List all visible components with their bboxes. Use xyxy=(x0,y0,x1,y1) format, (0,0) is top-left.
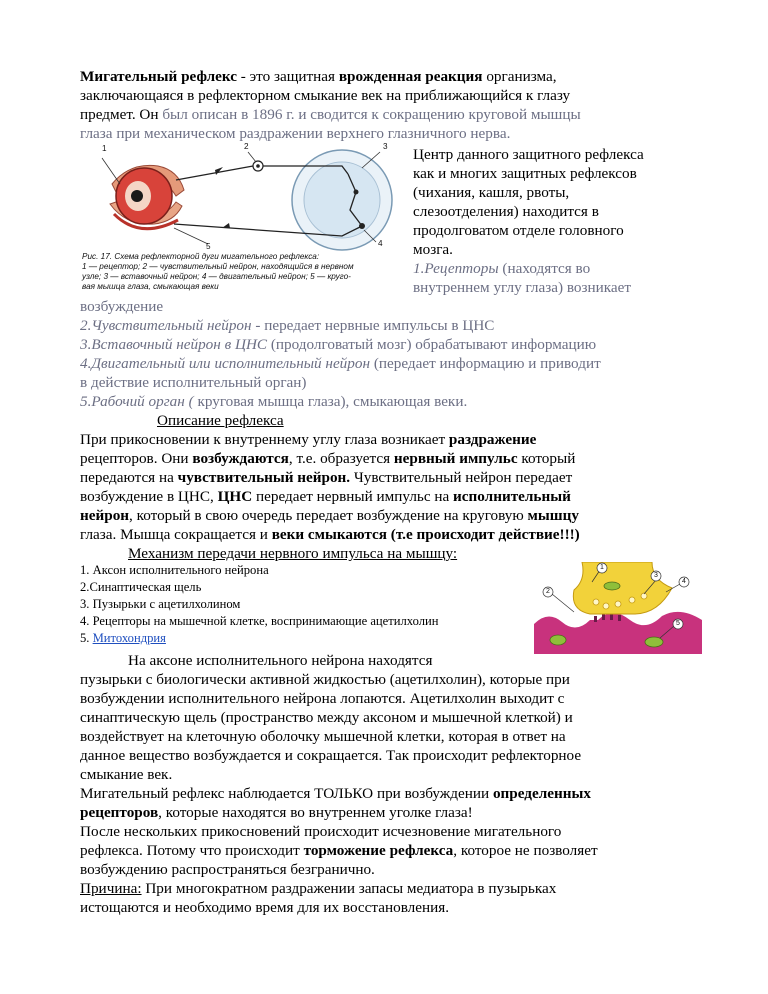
fig1-caption-line-1: Рис. 17. Схема рефлекторной дуги мигательного рефлекса: xyxy=(82,252,320,261)
mechanism-heading: Механизм передачи нервного импульса на мышцу: xyxy=(128,545,458,562)
text-span: 5. xyxy=(80,631,93,645)
text-span: возбуждение в ЦНС, xyxy=(80,488,218,505)
text-span: глаза. Мышца сокращается и xyxy=(80,526,272,543)
observed-line-2 xyxy=(80,803,473,822)
description-line-6 xyxy=(80,525,580,544)
synapse-figure xyxy=(534,562,702,654)
syn-leader-2 xyxy=(552,594,574,612)
text-span: веки смыкаются (т.е происходит действие!!!) xyxy=(271,526,580,543)
intro-line-4: глаза при механическом раздражении верхнего глазничного нерва. xyxy=(80,125,511,142)
text-span: мышцу xyxy=(527,507,579,524)
receptor-a xyxy=(594,616,597,622)
syn-label-4: 4 xyxy=(682,578,686,585)
inhibition-line-2 xyxy=(80,841,598,860)
axon-line-1: На аксоне исполнительного нейрона находятся xyxy=(128,652,433,669)
reason-label: Причина: xyxy=(80,880,142,897)
inhibition-line-3: возбуждению распространяться безгранично. xyxy=(80,861,375,878)
axon-line-4: синаптическую щель (пространство между аксоном и мышечной клеткой) и xyxy=(80,709,573,726)
syn-label-1: 1 xyxy=(600,564,604,571)
center-line-2: как и многих защитных рефлексов xyxy=(413,165,637,182)
term-innate-reaction: врожденная реакция xyxy=(338,68,483,85)
syn-label-2: 2 xyxy=(546,588,550,595)
brain-inner xyxy=(304,162,380,238)
list-item-2 xyxy=(80,316,494,335)
mechanism-item-3: 3. Пузырьки с ацетилхолином xyxy=(80,597,241,611)
reflex-arc-figure xyxy=(80,144,402,294)
syn-label-5: 5 xyxy=(676,620,680,627)
fig1-label-1: 1 xyxy=(102,144,107,153)
synapse-diagram xyxy=(534,562,702,654)
description-line-2 xyxy=(80,449,575,468)
fig1-label-4: 4 xyxy=(378,239,383,248)
axon-line-7: смыкание век. xyxy=(80,766,173,783)
text-span: круговая мышца глаза), смыкающая веки. xyxy=(193,393,468,410)
text-span: нервный импульс xyxy=(393,450,518,467)
center-line-7 xyxy=(413,259,590,278)
fig1-caption-line-2: 1 — рецептор; 2 — чувствительный нейрон, находящийся в нервном xyxy=(82,262,354,271)
axon-line-3: возбуждении исполнительного нейрона лопаются. Ацетилхолин выходит с xyxy=(80,690,565,707)
receptor-d xyxy=(618,615,621,621)
axon-line-2: пузырьки с биологически активной жидкостью (ацетилхолин), которые при xyxy=(80,671,570,688)
text-span: возбуждаются xyxy=(192,450,289,467)
center-line-5: продолговатом отделе головного xyxy=(413,222,624,239)
text-span: 1.Рецепторы xyxy=(413,260,499,277)
leader-2 xyxy=(248,152,256,162)
description-line-3 xyxy=(80,468,572,487)
text-span: был описан в 1896 г. и сводится к сокращению круговой мышцы xyxy=(158,106,581,123)
text-span: При прикосновении к внутреннему углу глаза возникает xyxy=(80,431,449,448)
fig1-label-5: 5 xyxy=(206,242,211,251)
text-span: Чувствительный нейрон передает xyxy=(350,469,573,486)
center-line-6: мозга. xyxy=(413,241,453,258)
text-span: нейрон xyxy=(80,507,130,524)
text-span: - это защитная xyxy=(236,68,339,85)
text-span: ЦНС xyxy=(217,488,253,505)
text-span: , которое не позволяет xyxy=(453,842,598,859)
intro-line-1 xyxy=(80,67,557,86)
text-span: , т.е. образуется xyxy=(288,450,394,467)
text-span: (находятся во xyxy=(498,260,591,277)
fig1-caption-line-4: вая мышца глаза, смыкающая веки xyxy=(82,282,219,291)
text-span: передаются на xyxy=(80,469,178,486)
text-span: 4.Двигательный или исполнительный нейрон xyxy=(80,355,371,372)
vesicle-1 xyxy=(593,599,599,605)
intro-line-3 xyxy=(80,105,581,124)
term-blink-reflex: Мигательный рефлекс xyxy=(80,68,237,85)
text-span: исполнительный xyxy=(453,488,571,505)
center-line-3: (чихания, кашля, рвоты, xyxy=(413,184,570,201)
text-span: организма, xyxy=(482,68,557,85)
mechanism-item-1: 1. Аксон исполнительного нейрона xyxy=(80,563,269,577)
fig1-label-3: 3 xyxy=(383,142,388,151)
text-span: , который в свою очередь передает возбуждение на круговую xyxy=(129,507,528,524)
center-line-9: возбуждение xyxy=(80,298,164,315)
mechanism-item-4: 4. Рецепторы на мышечной клетке, воспринимающие ацетилхолин xyxy=(80,614,439,628)
vesicle-4 xyxy=(629,597,635,603)
description-heading: Описание рефлекса xyxy=(157,412,284,429)
list-item-4 xyxy=(80,354,601,373)
arrow-sensory xyxy=(215,167,223,175)
pupil xyxy=(131,190,143,202)
text-span: 3.Вставочный нейрон в ЦНС xyxy=(80,336,268,353)
ganglion-nucleus xyxy=(256,164,260,168)
leader-1 xyxy=(102,158,120,184)
receptor-c xyxy=(610,614,613,620)
text-span: раздражение xyxy=(448,431,537,448)
text-span: определенных xyxy=(492,785,591,802)
motor-neuron-body xyxy=(359,223,365,229)
text-span: рецепторов. Они xyxy=(80,450,193,467)
mechanism-item-2: 2.Синаптическая щель xyxy=(80,580,202,594)
text-span: чувствительный нейрон. xyxy=(177,469,351,486)
fig1-label-2: 2 xyxy=(244,142,249,151)
text-span: который xyxy=(517,450,576,467)
text-span: передает нервный импульс на xyxy=(252,488,454,505)
receptor-b xyxy=(602,614,605,620)
description-line-5 xyxy=(80,506,579,525)
list-item-3 xyxy=(80,335,596,354)
syn-label-3: 3 xyxy=(654,572,658,579)
reason-line-1 xyxy=(80,879,556,898)
text-span: (продолговатый мозг) обрабатывают информацию xyxy=(267,336,597,353)
text-span: (передает информацию и приводит xyxy=(370,355,601,372)
text-span: рецепторов xyxy=(80,804,159,821)
list-item-5 xyxy=(80,392,467,411)
text-span: торможение рефлекса xyxy=(303,842,454,859)
mechanism-item-5 xyxy=(80,630,166,647)
inhibition-line-1: После нескольких прикосновений происходит исчезновение мигательного xyxy=(80,823,562,840)
text-span: 5.Рабочий орган ( xyxy=(80,393,194,410)
leader-5 xyxy=(174,228,208,244)
text-span: При многократном раздражении запасы медиатора в пузырьках xyxy=(141,880,557,897)
mitochondrion-muscle-1 xyxy=(550,635,566,645)
center-line-1: Центр данного защитного рефлекса xyxy=(413,146,644,163)
list-item-4-cont: в действие исполнительный орган) xyxy=(80,374,307,391)
text-span: 2.Чувствительный нейрон xyxy=(80,317,252,334)
text-span: , которые находятся во внутреннем уголке глаза! xyxy=(158,804,473,821)
vesicle-3 xyxy=(615,601,621,607)
description-line-4 xyxy=(80,487,571,506)
center-line-4: слезоотделения) находится в xyxy=(413,203,599,220)
fig1-caption-line-3: узле; 3 — вставочный нейрон; 4 — двигательный нейрон; 5 — круго- xyxy=(82,272,351,281)
text-span: - передает нервные импульсы в ЦНС xyxy=(251,317,495,334)
interneuron-body xyxy=(354,190,359,195)
vesicle-2 xyxy=(603,603,609,609)
axon-line-6: данное вещество возбуждается и сокращается. Так происходит рефлекторное xyxy=(80,747,582,764)
intro-line-2: заключающаяся в рефлекторном смыкание век на приближающийся к глазу xyxy=(80,87,571,104)
reason-line-2: истощаются и необходимо время для их восстановления. xyxy=(80,899,450,916)
description-line-1 xyxy=(80,430,536,449)
text-span: Мигательный рефлекс наблюдается ТОЛЬКО при возбуждении xyxy=(80,785,493,802)
mitochondria-link[interactable]: Митохондрия xyxy=(92,631,166,645)
text-span: рефлекса. Потому что происходит xyxy=(80,842,304,859)
arrow-motor xyxy=(222,223,230,228)
center-line-8: внутреннем углу глаза) возникает xyxy=(413,279,632,296)
axon-line-5: воздействует на клеточную оболочку мышечной клетки, которая в ответ на xyxy=(80,728,566,745)
text-span: предмет. Он xyxy=(80,106,159,123)
observed-line-1 xyxy=(80,784,591,803)
axon-terminal xyxy=(573,562,672,614)
mitochondrion-axon xyxy=(604,582,620,590)
mitochondrion-muscle-2 xyxy=(645,637,663,647)
